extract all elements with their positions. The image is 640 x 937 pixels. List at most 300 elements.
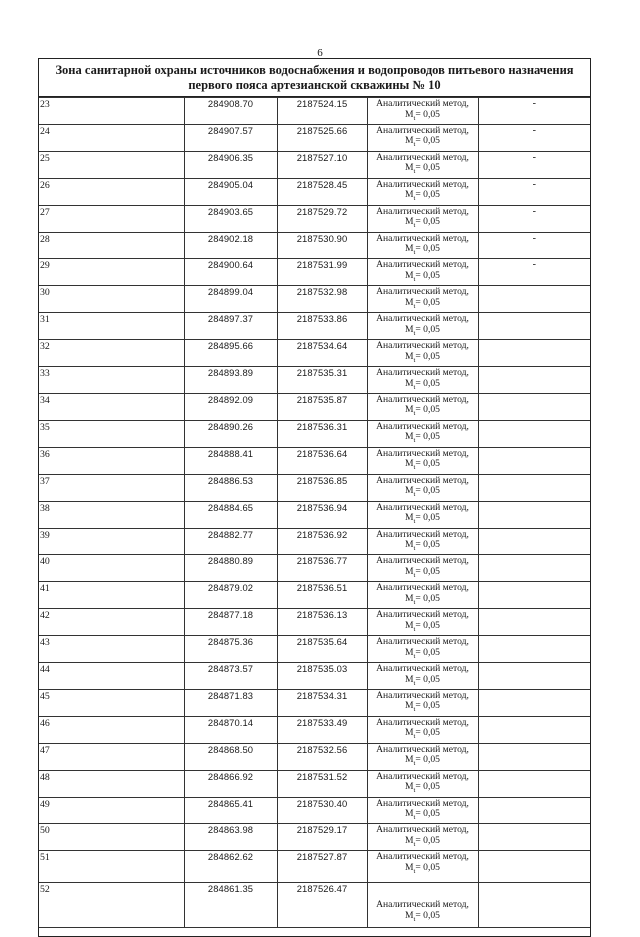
- x-coordinate-cell: 284862.62: [184, 851, 277, 883]
- accuracy-value: [368, 271, 478, 285]
- table-row: [39, 313, 590, 340]
- document-title: [39, 59, 590, 97]
- accuracy-symbol: M: [405, 781, 414, 793]
- method-label: Аналитический метод,: [376, 797, 469, 809]
- accuracy-subscript: t: [413, 679, 416, 687]
- method-cell: [367, 313, 478, 340]
- x-coordinate-cell: 284895.66: [184, 340, 277, 367]
- method-label: Аналитический метод,: [376, 178, 469, 190]
- accuracy-number: = 0,05: [415, 108, 440, 120]
- point-number-cell: 40: [39, 555, 184, 582]
- table-row: [39, 689, 590, 716]
- table-row: [39, 474, 590, 501]
- method-cell: [367, 205, 478, 232]
- x-coordinate-cell: 284884.65: [184, 501, 277, 528]
- accuracy-symbol: M: [405, 485, 414, 497]
- accuracy-subscript: t: [413, 491, 416, 499]
- method-cell: [367, 259, 478, 286]
- table-row: [39, 797, 590, 824]
- y-coordinate-cell: 2187536.64: [277, 447, 367, 474]
- point-number-cell: 36: [39, 447, 184, 474]
- point-number-cell: 47: [39, 743, 184, 770]
- accuracy-subscript: t: [413, 248, 416, 256]
- accuracy-symbol: M: [405, 834, 414, 846]
- x-coordinate-cell: 284907.57: [184, 124, 277, 151]
- table-row: [39, 636, 590, 663]
- method-cell: [367, 98, 478, 125]
- method-label: Аналитический метод,: [376, 447, 469, 459]
- x-coordinate-cell: 284906.35: [184, 151, 277, 178]
- accuracy-value: [368, 163, 478, 177]
- point-number-cell: 26: [39, 178, 184, 205]
- accuracy-subscript: t: [413, 464, 416, 472]
- method-label: Аналитический метод,: [376, 851, 469, 863]
- note-cell: -: [478, 205, 590, 232]
- method-label: Аналитический метод,: [376, 367, 469, 379]
- accuracy-value: [368, 567, 478, 581]
- note-cell: [478, 689, 590, 716]
- note-cell: [478, 474, 590, 501]
- accuracy-subscript: t: [413, 383, 416, 391]
- method-cell: [367, 232, 478, 259]
- accuracy-subscript: t: [413, 356, 416, 364]
- note-cell: [478, 286, 590, 313]
- table-row: [39, 609, 590, 636]
- x-coordinate-cell: 284866.92: [184, 770, 277, 797]
- accuracy-value: [368, 675, 478, 689]
- accuracy-subscript: t: [413, 915, 416, 923]
- method-label: Аналитический метод,: [376, 205, 469, 217]
- table-row: [39, 286, 590, 313]
- accuracy-value: [368, 217, 478, 231]
- x-coordinate-cell: 284893.89: [184, 367, 277, 394]
- accuracy-number: = 0,05: [415, 269, 440, 281]
- note-cell: [478, 420, 590, 447]
- y-coordinate-cell: 2187529.17: [277, 824, 367, 851]
- accuracy-value: [368, 244, 478, 258]
- accuracy-symbol: M: [405, 162, 414, 174]
- table-row: [39, 420, 590, 447]
- accuracy-symbol: M: [405, 216, 414, 228]
- accuracy-value: [368, 863, 478, 877]
- accuracy-number: = 0,05: [415, 404, 440, 416]
- x-coordinate-cell: 284880.89: [184, 555, 277, 582]
- accuracy-number: = 0,05: [415, 539, 440, 550]
- point-number-cell: 45: [39, 689, 184, 716]
- method-label: Аналитический метод,: [376, 259, 469, 271]
- method-cell: [367, 663, 478, 690]
- accuracy-number: = 0,05: [415, 861, 440, 873]
- accuracy-symbol: M: [405, 700, 414, 712]
- accuracy-symbol: M: [405, 350, 414, 362]
- table-row: [39, 770, 590, 797]
- accuracy-value: [368, 755, 478, 769]
- method-label: Аналитический метод,: [376, 151, 469, 163]
- accuracy-symbol: M: [405, 189, 414, 201]
- method-cell: [367, 286, 478, 313]
- table-row: [39, 205, 590, 232]
- accuracy-subscript: t: [413, 329, 416, 337]
- method-label: Аналитический метод,: [376, 716, 469, 728]
- table-row: [39, 124, 590, 151]
- table-row: [39, 851, 590, 883]
- note-cell: [478, 340, 590, 367]
- y-coordinate-cell: 2187530.90: [277, 232, 367, 259]
- note-cell: [478, 609, 590, 636]
- y-coordinate-cell: 2187536.51: [277, 582, 367, 609]
- table-row: [39, 528, 590, 555]
- table-row: [39, 716, 590, 743]
- method-cell: [367, 716, 478, 743]
- accuracy-subscript: t: [413, 410, 416, 418]
- accuracy-symbol: M: [405, 646, 414, 658]
- method-label: Аналитический метод,: [376, 555, 469, 567]
- accuracy-subscript: t: [413, 652, 416, 660]
- method-cell: [367, 743, 478, 770]
- note-cell: [478, 501, 590, 528]
- x-coordinate-cell: 284875.36: [184, 636, 277, 663]
- accuracy-value: [368, 352, 478, 366]
- accuracy-value: [368, 325, 478, 339]
- method-cell: [367, 151, 478, 178]
- note-cell: [478, 851, 590, 883]
- point-number-cell: 44: [39, 663, 184, 690]
- method-label: Аналитический метод,: [376, 609, 469, 621]
- point-number-cell: 38: [39, 501, 184, 528]
- sheet-bottom-margin: [39, 928, 590, 936]
- y-coordinate-cell: 2187534.31: [277, 689, 367, 716]
- accuracy-symbol: M: [405, 323, 414, 335]
- y-coordinate-cell: 2187536.31: [277, 420, 367, 447]
- method-label: Аналитический метод,: [376, 582, 469, 594]
- accuracy-value: [368, 405, 478, 419]
- x-coordinate-cell: 284902.18: [184, 232, 277, 259]
- accuracy-subscript: t: [413, 275, 416, 283]
- method-cell: [367, 393, 478, 420]
- method-label: Аналитический метод,: [376, 501, 469, 513]
- point-number-cell: 39: [39, 528, 184, 555]
- accuracy-value: [368, 459, 478, 473]
- note-cell: [478, 313, 590, 340]
- y-coordinate-cell: 2187525.66: [277, 124, 367, 151]
- note-cell: -: [478, 124, 590, 151]
- accuracy-subscript: t: [413, 168, 416, 176]
- accuracy-subscript: t: [413, 867, 416, 875]
- accuracy-symbol: M: [405, 539, 414, 550]
- point-number-cell: 51: [39, 851, 184, 883]
- method-cell: [367, 420, 478, 447]
- accuracy-value: [368, 298, 478, 312]
- table-row: [39, 367, 590, 394]
- accuracy-number: = 0,05: [415, 135, 440, 147]
- accuracy-symbol: M: [405, 861, 414, 873]
- method-label: Аналитический метод,: [376, 663, 469, 675]
- point-number-cell: 30: [39, 286, 184, 313]
- method-cell: [367, 367, 478, 394]
- note-cell: -: [478, 98, 590, 125]
- y-coordinate-cell: 2187536.77: [277, 555, 367, 582]
- accuracy-number: = 0,05: [415, 512, 440, 524]
- accuracy-number: = 0,05: [415, 323, 440, 335]
- y-coordinate-cell: 2187530.40: [277, 797, 367, 824]
- accuracy-value: [368, 486, 478, 500]
- method-cell: [367, 770, 478, 797]
- y-coordinate-cell: 2187526.47: [277, 883, 367, 928]
- table-row: [39, 743, 590, 770]
- method-label: Аналитический метод,: [376, 770, 469, 782]
- note-cell: [478, 528, 590, 555]
- point-number-cell: 33: [39, 367, 184, 394]
- accuracy-number: = 0,05: [415, 350, 440, 362]
- table-row: [39, 501, 590, 528]
- point-number-cell: 24: [39, 124, 184, 151]
- accuracy-symbol: M: [405, 909, 414, 921]
- accuracy-symbol: M: [405, 673, 414, 685]
- y-coordinate-cell: 2187535.87: [277, 393, 367, 420]
- note-cell: [478, 367, 590, 394]
- table-row: [39, 393, 590, 420]
- method-label: Аналитический метод,: [376, 689, 469, 701]
- accuracy-symbol: M: [405, 512, 414, 524]
- accuracy-value: [368, 432, 478, 446]
- coordinates-sheet: [38, 58, 591, 937]
- x-coordinate-cell: 284865.41: [184, 797, 277, 824]
- accuracy-number: = 0,05: [415, 431, 440, 443]
- x-coordinate-cell: 284886.53: [184, 474, 277, 501]
- x-coordinate-cell: 284897.37: [184, 313, 277, 340]
- method-label: Аналитический метод,: [376, 393, 469, 405]
- point-number-cell: 50: [39, 824, 184, 851]
- accuracy-value: [368, 110, 478, 124]
- x-coordinate-cell: 284899.04: [184, 286, 277, 313]
- method-label: Аналитический метод,: [376, 98, 469, 109]
- x-coordinate-cell: 284871.83: [184, 689, 277, 716]
- point-number-cell: 52: [39, 883, 184, 928]
- note-cell: [478, 797, 590, 824]
- accuracy-subscript: t: [413, 625, 416, 633]
- y-coordinate-cell: 2187531.99: [277, 259, 367, 286]
- method-cell: [367, 447, 478, 474]
- accuracy-number: = 0,05: [415, 808, 440, 820]
- note-cell: [478, 663, 590, 690]
- accuracy-value: [368, 621, 478, 635]
- method-cell: [367, 340, 478, 367]
- y-coordinate-cell: 2187527.10: [277, 151, 367, 178]
- accuracy-number: = 0,05: [415, 216, 440, 228]
- y-coordinate-cell: 2187524.15: [277, 98, 367, 125]
- accuracy-subscript: t: [413, 302, 416, 310]
- y-coordinate-cell: 2187533.86: [277, 313, 367, 340]
- point-number-cell: 31: [39, 313, 184, 340]
- point-number-cell: 25: [39, 151, 184, 178]
- point-number-cell: 37: [39, 474, 184, 501]
- note-cell: [478, 555, 590, 582]
- method-label: Аналитический метод,: [376, 124, 469, 136]
- accuracy-number: = 0,05: [415, 834, 440, 846]
- accuracy-value: [368, 836, 478, 850]
- method-label: Аналитический метод,: [376, 474, 469, 486]
- accuracy-number: = 0,05: [415, 646, 440, 658]
- accuracy-symbol: M: [405, 404, 414, 416]
- y-coordinate-cell: 2187536.13: [277, 609, 367, 636]
- y-coordinate-cell: 2187535.64: [277, 636, 367, 663]
- x-coordinate-cell: 284900.64: [184, 259, 277, 286]
- method-cell: [367, 851, 478, 883]
- accuracy-value: [368, 701, 478, 715]
- method-cell: [367, 689, 478, 716]
- point-number-cell: 41: [39, 582, 184, 609]
- method-cell: [367, 474, 478, 501]
- y-coordinate-cell: 2187528.45: [277, 178, 367, 205]
- x-coordinate-cell: 284888.41: [184, 447, 277, 474]
- accuracy-symbol: M: [405, 458, 414, 470]
- y-coordinate-cell: 2187535.31: [277, 367, 367, 394]
- method-label: Аналитический метод,: [376, 420, 469, 432]
- point-number-cell: 34: [39, 393, 184, 420]
- note-cell: [478, 582, 590, 609]
- accuracy-subscript: t: [413, 544, 416, 552]
- accuracy-value: [368, 782, 478, 796]
- note-cell: -: [478, 178, 590, 205]
- y-coordinate-cell: 2187532.56: [277, 743, 367, 770]
- note-cell: -: [478, 151, 590, 178]
- accuracy-symbol: M: [405, 108, 414, 120]
- y-coordinate-cell: 2187533.49: [277, 716, 367, 743]
- accuracy-value: [368, 513, 478, 527]
- accuracy-symbol: M: [405, 808, 414, 820]
- accuracy-number: = 0,05: [415, 485, 440, 497]
- accuracy-number: = 0,05: [415, 619, 440, 631]
- accuracy-value: [368, 379, 478, 393]
- accuracy-value: [368, 728, 478, 742]
- accuracy-subscript: t: [413, 571, 416, 579]
- table-row: [39, 178, 590, 205]
- accuracy-number: = 0,05: [415, 162, 440, 174]
- method-cell: [367, 178, 478, 205]
- accuracy-symbol: M: [405, 269, 414, 281]
- accuracy-subscript: t: [413, 598, 416, 606]
- accuracy-subscript: t: [413, 114, 416, 122]
- note-cell: [478, 393, 590, 420]
- x-coordinate-cell: 284877.18: [184, 609, 277, 636]
- accuracy-number: = 0,05: [415, 754, 440, 766]
- y-coordinate-cell: 2187527.87: [277, 851, 367, 883]
- table-row: [39, 582, 590, 609]
- coordinates-table: [39, 97, 590, 928]
- x-coordinate-cell: 284870.14: [184, 716, 277, 743]
- accuracy-number: = 0,05: [415, 781, 440, 793]
- method-label: Аналитический метод,: [376, 286, 469, 298]
- accuracy-value: [368, 540, 478, 554]
- accuracy-value: [368, 809, 478, 823]
- point-number-cell: 43: [39, 636, 184, 663]
- accuracy-subscript: t: [413, 787, 416, 795]
- table-row: [39, 98, 590, 125]
- point-number-cell: 46: [39, 716, 184, 743]
- table-row: [39, 555, 590, 582]
- accuracy-number: = 0,05: [415, 727, 440, 739]
- y-coordinate-cell: 2187535.03: [277, 663, 367, 690]
- accuracy-value: [368, 136, 478, 150]
- accuracy-number: = 0,05: [415, 592, 440, 604]
- accuracy-symbol: M: [405, 592, 414, 604]
- x-coordinate-cell: 284905.04: [184, 178, 277, 205]
- y-coordinate-cell: 2187529.72: [277, 205, 367, 232]
- x-coordinate-cell: 284861.35: [184, 883, 277, 928]
- accuracy-subscript: t: [413, 437, 416, 445]
- accuracy-symbol: M: [405, 135, 414, 147]
- method-cell: [367, 501, 478, 528]
- x-coordinate-cell: 284890.26: [184, 420, 277, 447]
- point-number-cell: 28: [39, 232, 184, 259]
- point-number-cell: 23: [39, 98, 184, 125]
- accuracy-subscript: t: [413, 195, 416, 203]
- point-number-cell: 32: [39, 340, 184, 367]
- accuracy-symbol: M: [405, 243, 414, 255]
- title-line-2: первого пояса артезианской скважины № 10: [188, 78, 441, 92]
- x-coordinate-cell: 284863.98: [184, 824, 277, 851]
- point-number-cell: 29: [39, 259, 184, 286]
- accuracy-number: = 0,05: [415, 673, 440, 685]
- y-coordinate-cell: 2187536.94: [277, 501, 367, 528]
- note-cell: [478, 824, 590, 851]
- y-coordinate-cell: 2187532.98: [277, 286, 367, 313]
- accuracy-symbol: M: [405, 754, 414, 766]
- accuracy-number: = 0,05: [415, 909, 440, 921]
- accuracy-symbol: M: [405, 619, 414, 631]
- y-coordinate-cell: 2187531.52: [277, 770, 367, 797]
- accuracy-value: [368, 911, 478, 925]
- table-row: [39, 259, 590, 286]
- x-coordinate-cell: 284879.02: [184, 582, 277, 609]
- table-row: [39, 340, 590, 367]
- title-line-1: Зона санитарной охраны источников водоснабжения и водопроводов питьевого назначения: [55, 63, 574, 77]
- accuracy-number: = 0,05: [415, 377, 440, 389]
- table-row: [39, 883, 590, 928]
- table-row: [39, 824, 590, 851]
- method-label: Аналитический метод,: [376, 313, 469, 325]
- method-label: Аналитический метод,: [376, 528, 469, 540]
- method-cell: [367, 824, 478, 851]
- accuracy-number: = 0,05: [415, 458, 440, 470]
- accuracy-number: = 0,05: [415, 565, 440, 577]
- accuracy-number: = 0,05: [415, 700, 440, 712]
- x-coordinate-cell: 284908.70: [184, 98, 277, 125]
- x-coordinate-cell: 284903.65: [184, 205, 277, 232]
- table-row: [39, 151, 590, 178]
- accuracy-subscript: t: [413, 222, 416, 230]
- accuracy-value: [368, 648, 478, 662]
- accuracy-subscript: t: [413, 840, 416, 848]
- x-coordinate-cell: 284873.57: [184, 663, 277, 690]
- accuracy-subscript: t: [413, 760, 416, 768]
- method-label: Аналитический метод,: [376, 743, 469, 755]
- accuracy-subscript: t: [413, 141, 416, 149]
- table-row: [39, 663, 590, 690]
- point-number-cell: 35: [39, 420, 184, 447]
- accuracy-number: = 0,05: [415, 243, 440, 255]
- accuracy-symbol: M: [405, 296, 414, 308]
- accuracy-symbol: M: [405, 565, 414, 577]
- note-cell: [478, 636, 590, 663]
- table-row: [39, 447, 590, 474]
- point-number-cell: 49: [39, 797, 184, 824]
- accuracy-subscript: t: [413, 733, 416, 741]
- method-cell: [367, 797, 478, 824]
- x-coordinate-cell: 284868.50: [184, 743, 277, 770]
- table-row: [39, 232, 590, 259]
- method-cell: [367, 883, 478, 928]
